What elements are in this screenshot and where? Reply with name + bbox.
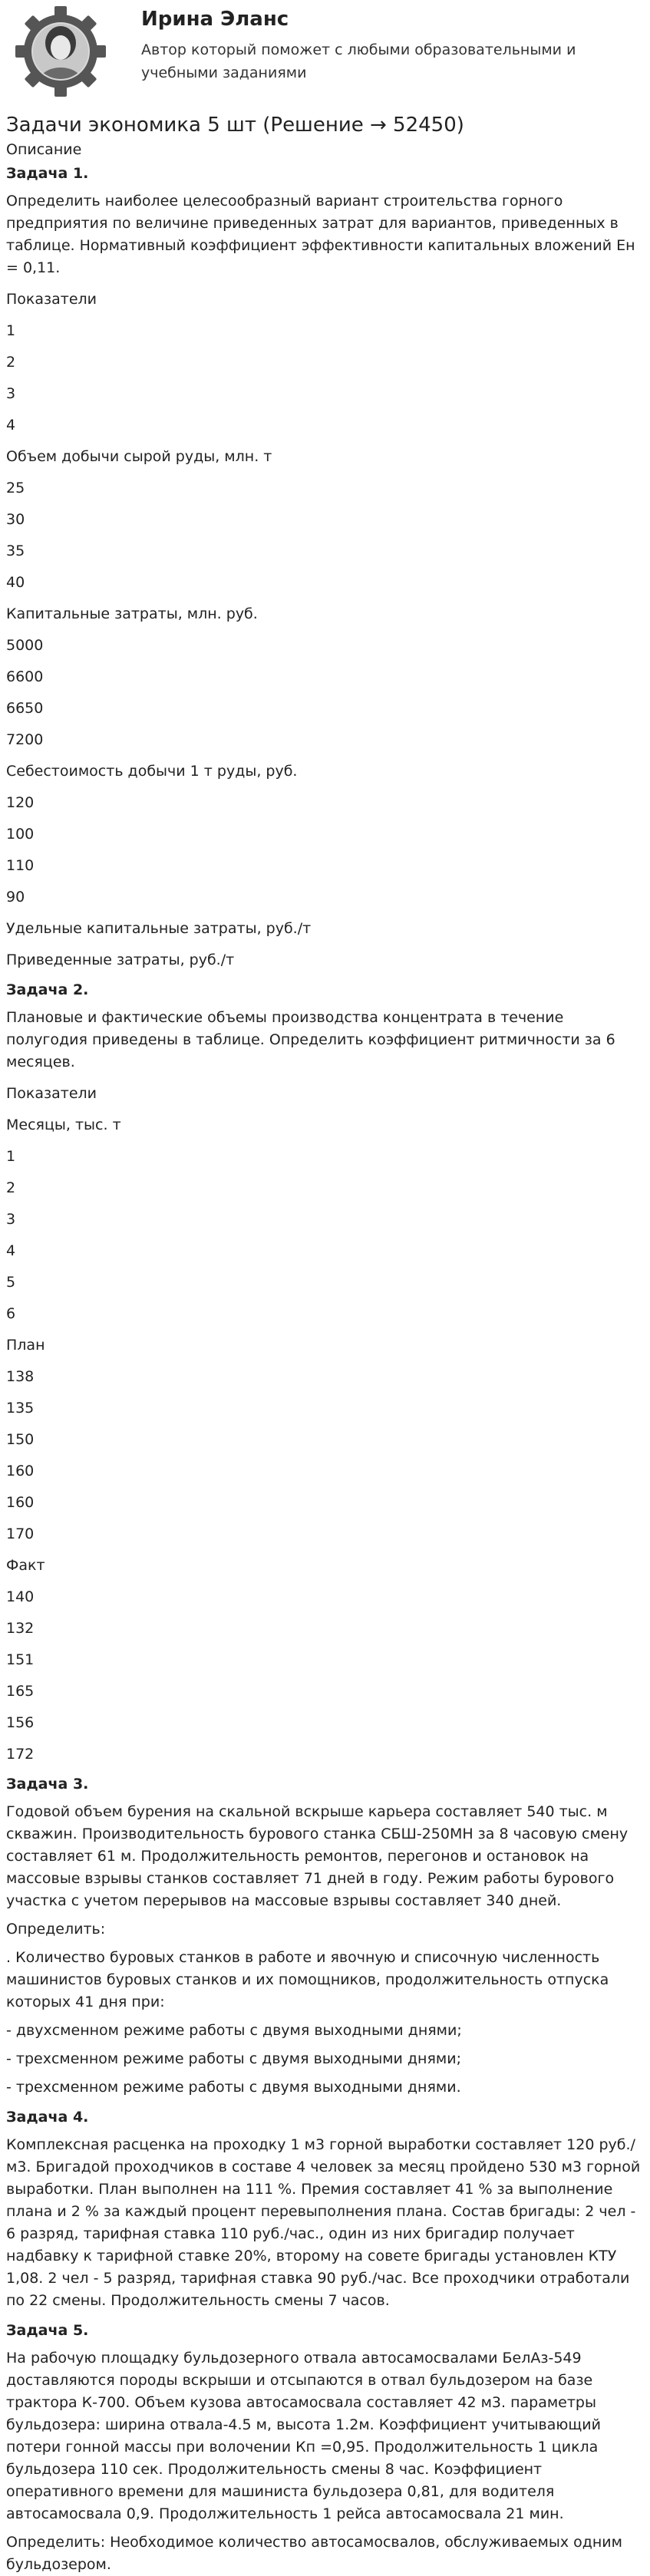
task-2-heading: Задача 2. (6, 981, 89, 998)
table-cell: 140 (6, 1588, 35, 1605)
table-cell: Показатели (6, 291, 97, 308)
table-cell: 132 (6, 1620, 35, 1637)
task-5-heading: Задача 5. (6, 2322, 89, 2339)
table-cell: 7200 (6, 731, 44, 748)
author-name[interactable]: Ирина Эланс (141, 8, 289, 31)
task-3-heading: Задача 3. (6, 1776, 89, 1793)
table-cell: Удельные капитальные затраты, руб./т (6, 920, 312, 937)
task-3-mode: - трехсменном режиме работы с двумя выходными днями; (6, 2050, 461, 2067)
table-cell: Факт (6, 1557, 45, 1574)
table-cell: 100 (6, 826, 35, 843)
table-cell: Показатели (6, 1085, 97, 1102)
table-cell: Месяцы, тыс. т (6, 1116, 121, 1133)
table-cell: 30 (6, 511, 25, 528)
table-cell: 35 (6, 543, 25, 559)
main-content (0, 112, 650, 2576)
task-1-table (6, 285, 644, 978)
table-cell: 2 (6, 1179, 16, 1196)
table-cell: 170 (6, 1525, 35, 1542)
task-3-question: . Количество буровых станков в работе и явочную и списочную численность машинистов буровых станков и их помощников, продолжительность отпуска которых 41 дня при: (6, 1949, 609, 2010)
table-cell: 110 (6, 857, 35, 874)
table-cell: 90 (6, 889, 25, 905)
table-cell: 172 (6, 1746, 35, 1763)
task-1-heading: Задача 1. (6, 165, 89, 182)
task-3-mode: - трехсменном режиме работы с двумя выходными днями. (6, 2079, 461, 2096)
table-cell: 120 (6, 794, 35, 811)
table-cell: 151 (6, 1651, 35, 1668)
table-cell: 1 (6, 1148, 16, 1165)
task-1 (6, 161, 644, 978)
table-cell: 138 (6, 1368, 35, 1385)
table-cell: 4 (6, 1242, 16, 1259)
table-cell: Себестоимость добычи 1 т руды, руб. (6, 763, 298, 780)
table-cell: 150 (6, 1431, 35, 1448)
task-2-table (6, 1080, 644, 1772)
table-cell: План (6, 1337, 45, 1354)
table-cell: Капитальные затраты, млн. руб. (6, 605, 258, 622)
task-4 (6, 2105, 644, 2312)
table-cell: 135 (6, 1400, 35, 1417)
task-3-text: Годовой объем бурения на скальной вскрыше карьера составляет 540 тыс. м скважин. Производительность бурового станка СБШ-250МН за 8 часовую смену составляет 61 м. Продолжительность ремонтов, перегонов и остановок на массовые взрывы станков составляет 71 дней в году. Режим работы бурового участка с учетом перерывов на массовые взрывы составляет 340 дней. (6, 1803, 629, 1909)
task-4-heading: Задача 4. (6, 2109, 89, 2126)
task-5 (6, 2318, 644, 2576)
task-1-text: Определить наиболее целесообразный вариант строительства горного предприятия по величине приведенных затрат для вариантов, приведенных в таблице. Нормативный коэффициент эффективности капитальных вложений Ен = 0,11. (6, 193, 635, 276)
table-cell: 40 (6, 574, 25, 591)
table-cell: 5000 (6, 637, 44, 654)
task-3 (6, 1772, 644, 2099)
author-card (0, 0, 650, 107)
task-3-mode: - двухсменном режиме работы с двумя выходными днями; (6, 2022, 462, 2039)
author-description: Автор который поможет с любыми образовательными и учебными заданиями (141, 41, 576, 81)
task-2 (6, 978, 644, 1772)
table-cell: 4 (6, 417, 16, 434)
task-5-text: На рабочую площадку бульдозерного отвала автосамосвалами БелАз-549 доставляются породы вскрыши и отсыпаются в отвал бульдозером на базе трактора К-700. Объем кузова автосамосвала составляет 42 м3. параметры бульдозера: ширина отвала-4.5 м, высота 1.2м. Коэффициент учитывающий потери гонной массы при волочении Кп =0,95. Продолжительность 1 цикла бульдозера 110 сек. Продолжительность смены 8 час. Коэффициент оперативного времени для машиниста бульдозера 0,81, для водителя автосамосвала 0,9. Продолжительность 1 рейса автосамосвала 21 мин. (6, 2350, 601, 2522)
task-3-define: Определить: (6, 1921, 106, 1938)
table-cell: 2 (6, 354, 16, 371)
task-4-text: Комплексная расценка на проходку 1 м3 горной выработки составляет 120 руб./м3. Бригадой проходчиков в составе 4 человек за месяц пройдено 530 м3 горной выработки. План выполнен на 111 %. Премия составляет 41 % за выполнение плана и 2 % за каждый процент перевыполнения плана. Состав бригады: 2 чел - 6 разряд, тарифная ставка 110 руб./час., один из них бригадир получает надбавку к тарифной ставке 20%, второму на совете бригады установлен КТУ 1,08. 2 чел - 5 разряд, тарифная ставка 90 руб./час. Все проходчики отработали по 22 смены. Продолжительность смены 7 часов. (6, 2136, 641, 2309)
table-cell: 25 (6, 480, 25, 496)
document-title: Задачи экономика 5 шт (Решение → 52450) (6, 114, 464, 137)
description-label: Описание (6, 141, 82, 158)
table-cell: 6650 (6, 700, 44, 717)
table-cell: 5 (6, 1274, 16, 1291)
table-cell: 6600 (6, 668, 44, 685)
table-cell: 3 (6, 1211, 16, 1228)
table-cell: 6 (6, 1305, 16, 1322)
task-2-text: Плановые и фактические объемы производства концентрата в течение полугодия приведены в таблице. Определить коэффициент ритмичности за 6 месяцев. (6, 1009, 615, 1070)
table-cell: 156 (6, 1714, 35, 1731)
table-cell: Объем добычи сырой руды, млн. т (6, 448, 272, 465)
table-cell: 165 (6, 1683, 35, 1700)
table-cell: 160 (6, 1463, 35, 1479)
avatar[interactable] (8, 5, 114, 98)
table-cell: 160 (6, 1494, 35, 1511)
table-cell: Приведенные затраты, руб./т (6, 952, 235, 968)
table-cell: 1 (6, 322, 16, 339)
table-cell: 3 (6, 385, 16, 402)
task-5-define: Определить: Необходимое количество автосамосвалов, обслуживаемых одним бульдозером. (6, 2534, 622, 2573)
avatar-gear-icon (8, 5, 114, 98)
